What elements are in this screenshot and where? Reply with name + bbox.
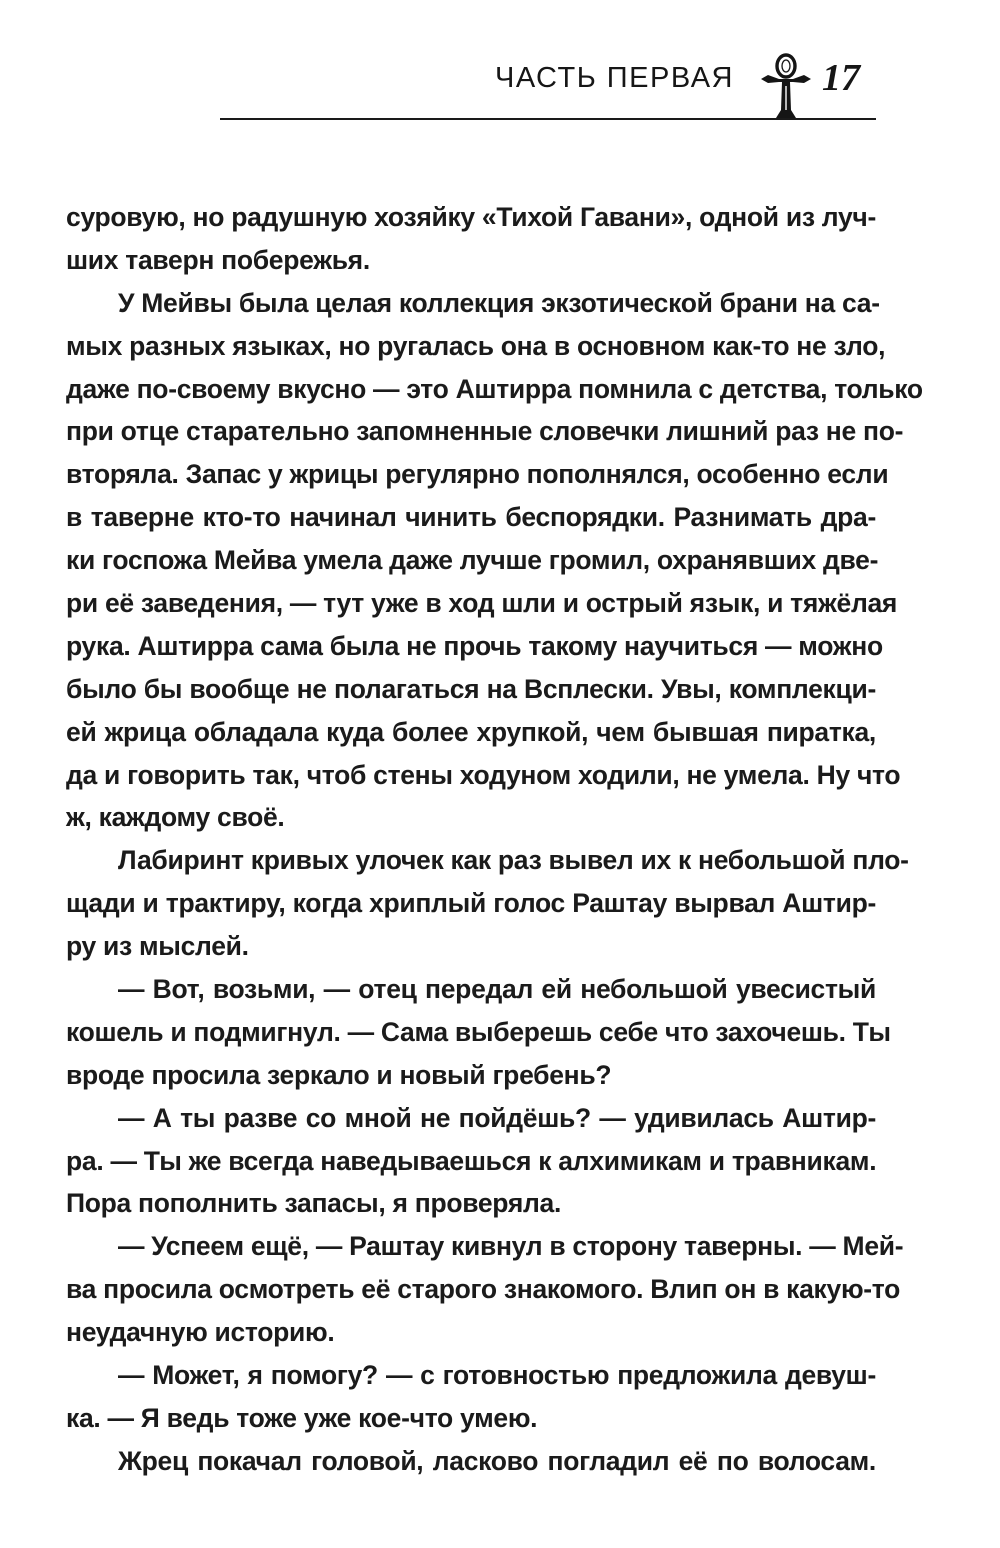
page-number: 17 [822,57,860,99]
text-line: — Успеем ещё, — Раштау кивнул в сторону таверны. — Мей- [118,1231,904,1262]
text-line: при отце старательно запомненные словечки лишний раз не по- [66,416,904,447]
text-line: Пора пополнить запасы, я проверяла. [66,1188,562,1219]
text-line: ра. — Ты же всегда наведываешься к алхимикам и травникам. [66,1145,877,1176]
text-line: ру из мыслей. [66,931,249,962]
ankh-icon [758,52,814,120]
text-line: щади и трактиру, когда хриплый голос Раштау вырвал Аштир- [66,888,876,919]
text-line: ей жрица обладала куда более хрупкой, чем бывшая пиратка, [66,716,876,747]
text-line: суровую, но радушную хозяйку «Тихой Гавани», одной из луч- [66,202,876,232]
text-line: Лабиринт кривых улочек как раз вывел их к небольшой пло- [118,845,909,876]
body-text [66,196,923,1483]
text-line: да и говорить так, чтоб стены ходуном ходили, не умела. Ну что [66,759,901,790]
text-line: неудачную историю. [66,1317,335,1348]
text-line: Жрец покачал головой, ласково погладил её по волосам. [118,1445,876,1476]
text-line: ка. — Я ведь тоже уже кое-что умею. [66,1402,538,1433]
text-line: ж, каждому своё. [66,802,285,833]
text-line: — А ты разве со мной не пойдёшь? — удивилась Аштир- [118,1102,876,1133]
text-line: мых разных языках, но ругалась она в основном как-то не зло, [66,330,886,361]
text-line: вроде просила зеркало и новый гребень? [66,1059,612,1090]
section-title: ЧАСТЬ ПЕРВАЯ [494,62,734,94]
text-line: — Вот, возьми, — отец передал ей небольшой увесистый [118,974,876,1005]
text-line: ших таверн побережья. [66,244,370,275]
text-line: ки госпожа Мейва умела даже лучше громил, охранявших две- [66,545,879,576]
text-line: в таверне кто-то начинал чинить беспорядки. Разнимать дра- [66,502,876,533]
running-header [220,52,876,122]
text-line: ва просила осмотреть её старого знакомого. Влип он в какую-то [66,1274,901,1305]
text-line: — Может, я помогу? — с готовностью предложила девуш- [118,1360,876,1391]
text-line: ри её заведения, — тут уже в ход шли и острый язык, и тяжёлая [66,588,898,619]
text-line: вторяла. Запас у жрицы регулярно пополнялся, особенно если [66,459,889,490]
text-line: кошель и подмигнул. — Сама выберешь себе что захочешь. Ты [66,1016,891,1047]
text-line: У Мейвы была целая коллекция экзотической брани на са- [118,287,880,318]
header-rule [220,118,876,120]
text-line: было бы вообще не полагаться на Всплески. Увы, комплекци- [66,673,876,704]
text-line: даже по-своему вкусно — это Аштирра помнила с детства, только [66,373,923,404]
text-line: рука. Аштирра сама была не прочь такому научиться — можно [66,630,883,661]
